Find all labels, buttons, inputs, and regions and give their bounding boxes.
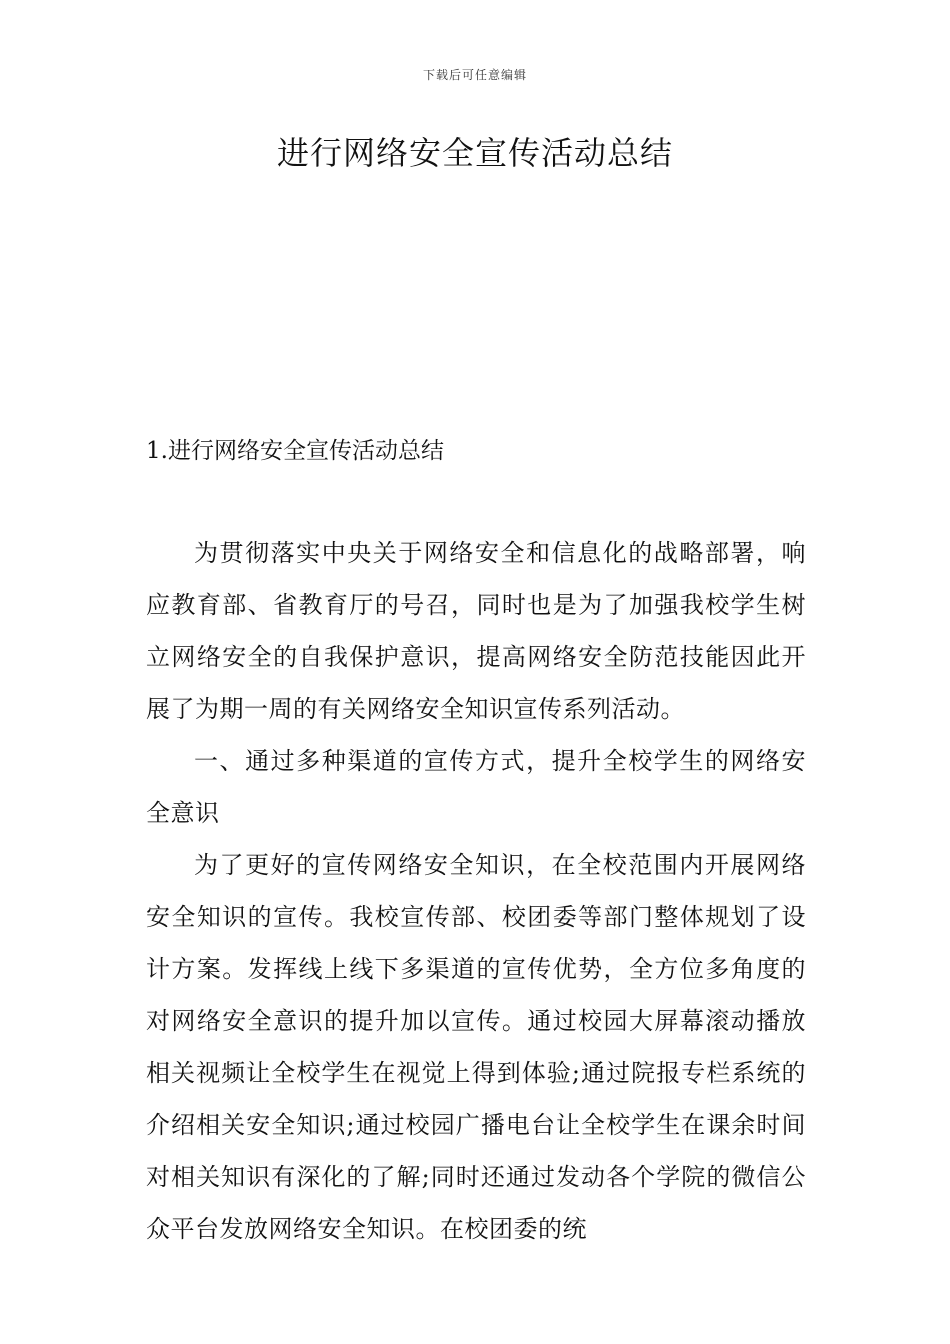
header-note: 下载后可任意编辑 — [422, 68, 527, 82]
section-heading: 1.进行网络安全宣传活动总结 — [146, 438, 444, 464]
document-title: 进行网络安全宣传活动总结 — [276, 134, 673, 172]
paragraph: 为了更好的宣传网络安全知识，在全校范围内开展网络安全知识的宣传。我校宣传部、校团委等部门整体规划了设计方案。发挥线上线下多渠道的宣传优势，全方位多角度的对网络安全意识的提升加以宣传。通过校园大屏幕滚动播放相关视频让全校学生在视觉上得到体验;通过院报专栏系统的介绍相关安全知识;通过校园广播电台让全校学生在课余时间对相关知识有深化的了解;同时还通过发动各个学院的微信公众平台发放网络安全知识。在校团委的统 — [146, 851, 806, 1243]
paragraph: 一、通过多种渠道的宣传方式，提升全校学生的网络安全意识 — [146, 747, 806, 827]
paragraph: 为贯彻落实中央关于网络安全和信息化的战略部署，响应教育部、省教育厅的号召，同时也是为了加强我校学生树立网络安全的自我保护意识，提高网络安全防范技能因此开展了为期一周的有关网络安全知识宣传系列活动。 — [146, 539, 806, 723]
document-body — [146, 527, 806, 1255]
